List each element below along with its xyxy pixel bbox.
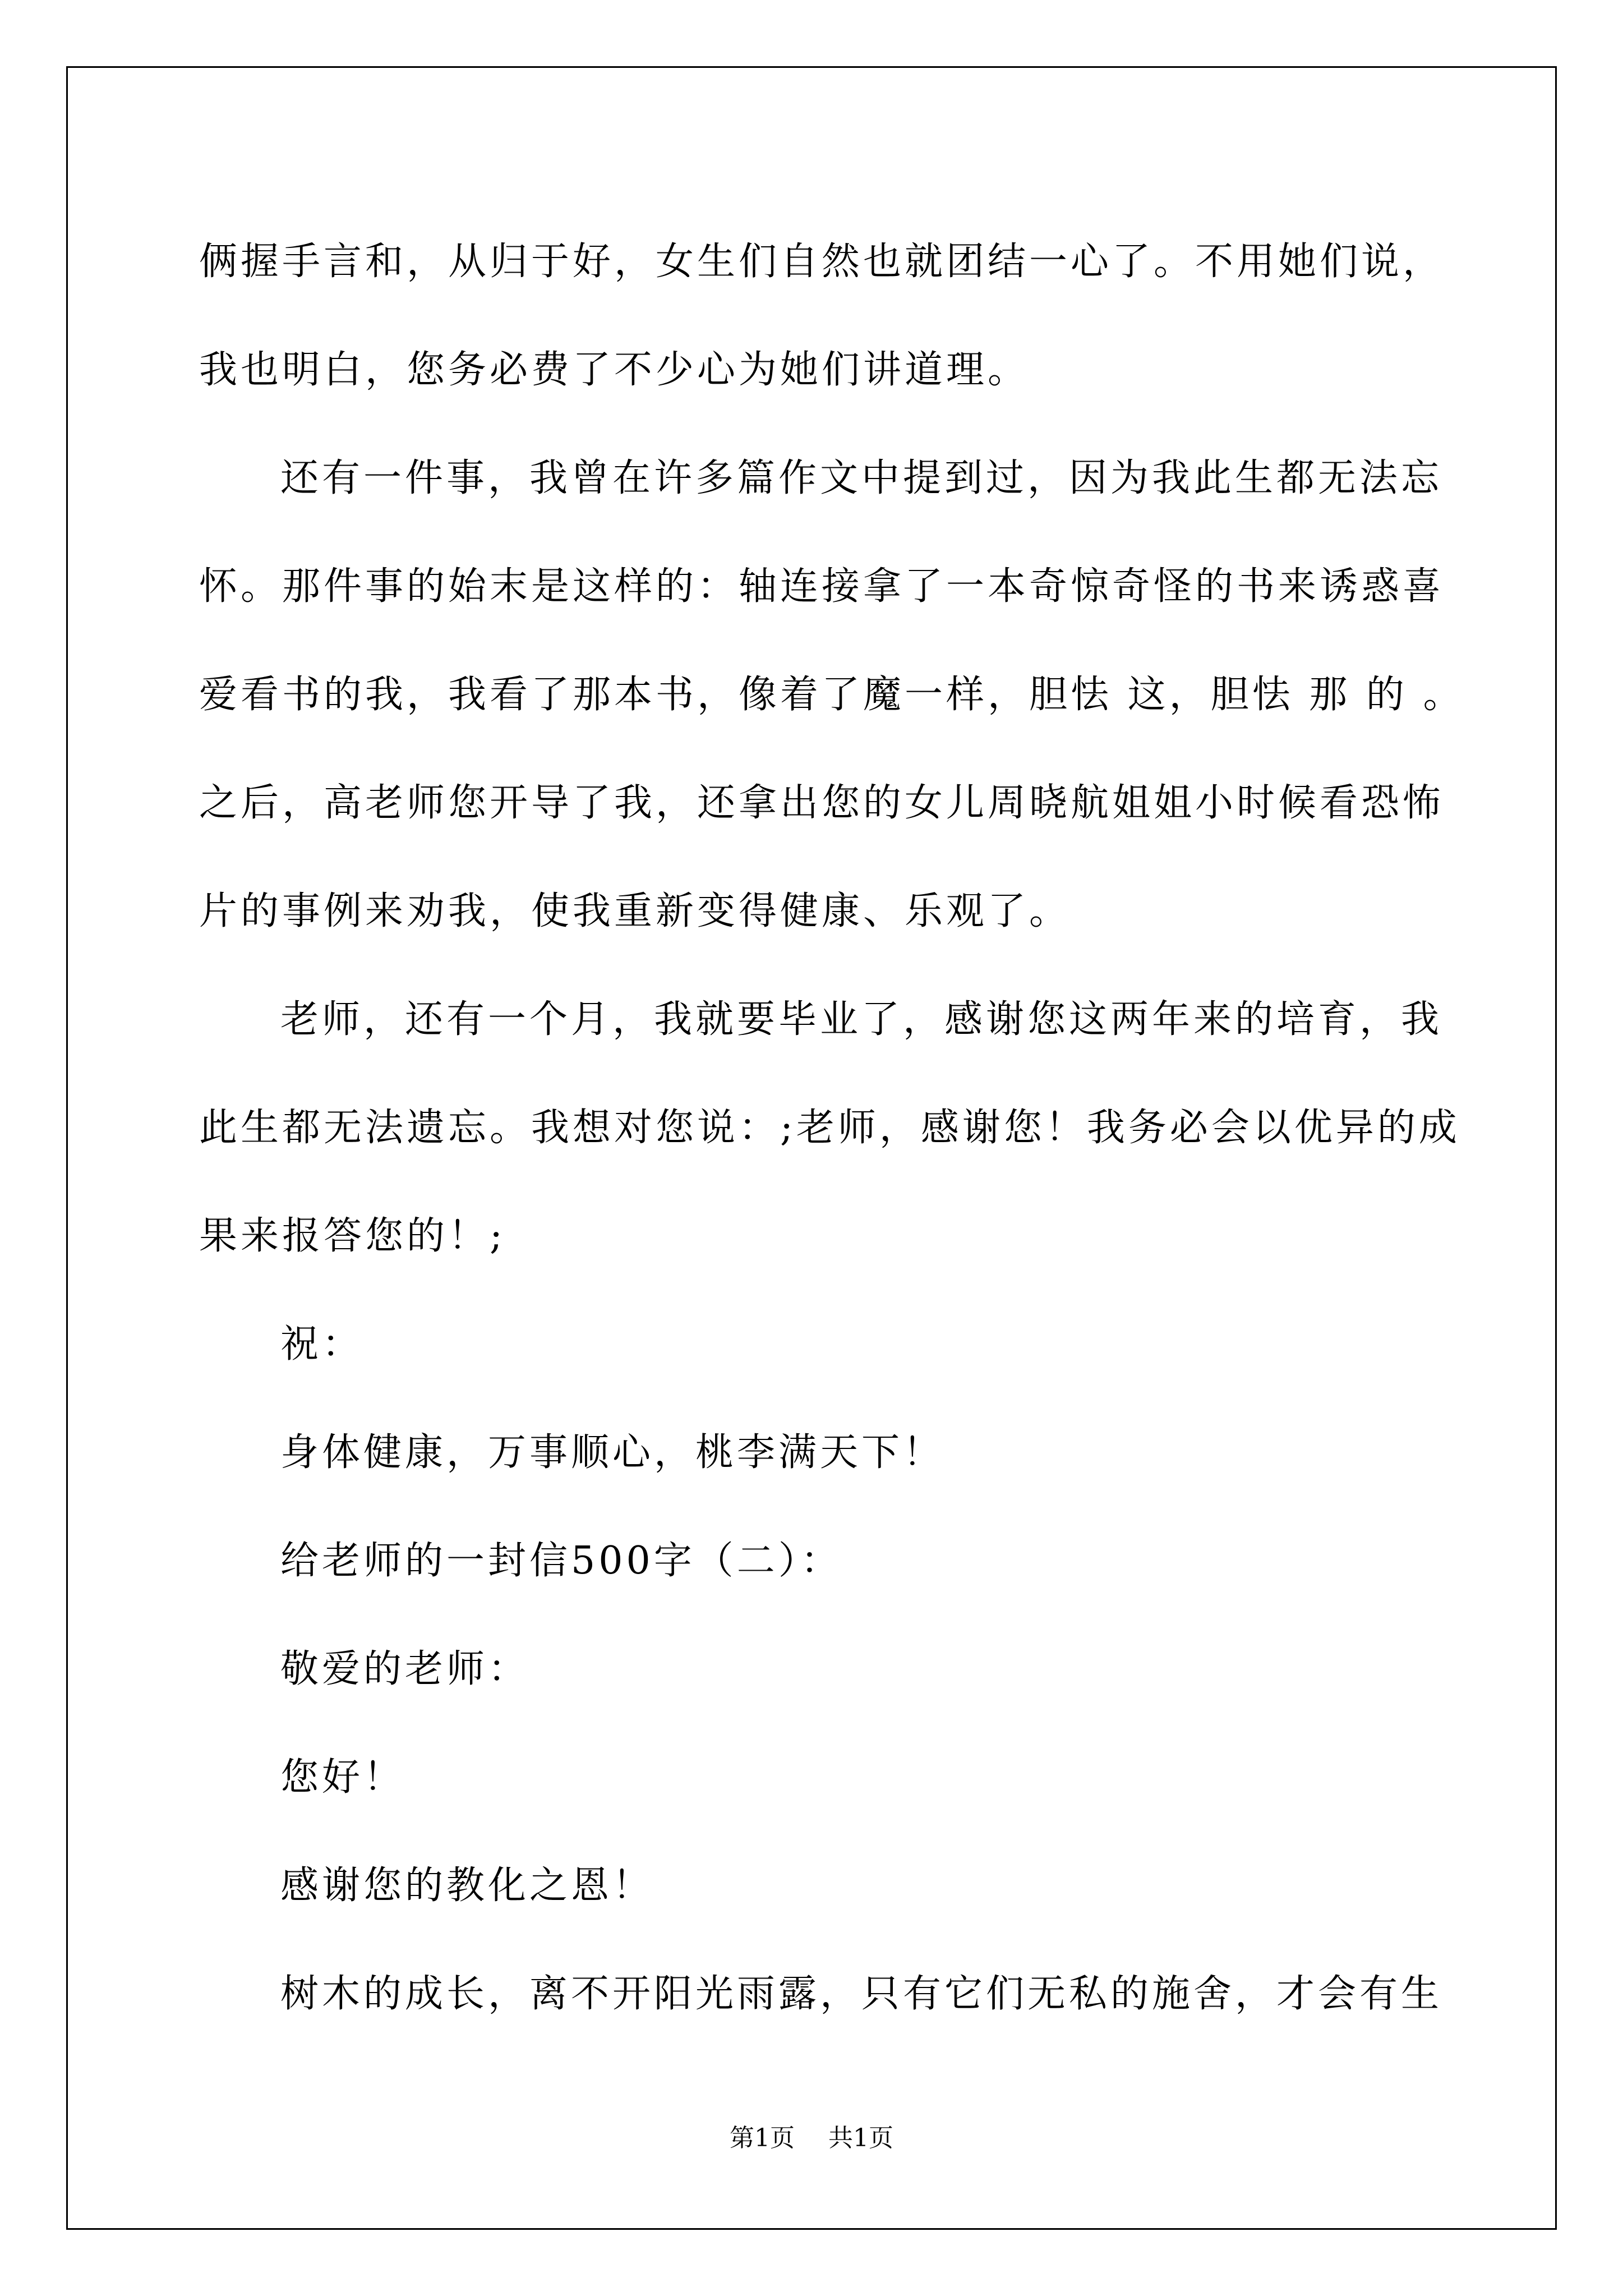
text-line: 怀。那件事的始末是这样的：轴连接拿了一本奇惊奇怪的书来诱惑喜 [199,564,1445,609]
text-line: 爱看书的我，我看了那本书，像着了魔一样，胆怯 这，胆怯 那 的 。 [199,673,1465,717]
salutation-wish: 祝： [280,1322,364,1366]
text-line: 果来报答您的！; [199,1214,506,1258]
letter-body [199,208,1465,2048]
text-line: 感谢您的教化之恩！ [280,1864,654,1908]
text-line: 还有一件事，我曾在许多篇作文中提到过，因为我此生都无法忘 [280,456,1443,500]
text-line: 俩握手言和，从归于好，女生们自然也就团结一心了。不用她们说， [199,240,1445,284]
text-line: 片的事例来劝我，使我重新变得健康、乐观了。 [199,889,1071,933]
blessing-line: 身体健康，万事顺心，桃李满天下！ [280,1430,945,1475]
page-total: 共1页 [828,2124,893,2152]
greeting-line: 敬爱的老师： [280,1647,530,1691]
section-heading: 给老师的一封信500字（二）： [280,1539,842,1583]
page-footer [0,2122,1623,2155]
text-line: 此生都无法遗忘。我想对您说：;老师，感谢您！我务必会以优异的成 [199,1106,1460,1150]
text-line: 之后，高老师您开导了我，还拿出您的女儿周晓航姐姐小时候看恐怖 [199,781,1445,825]
text-line: 老师，还有一个月，我就要毕业了，感谢您这两年来的培育，我 [280,997,1443,1042]
page-number: 第1页 [730,2124,795,2152]
text-line: 我也明白，您务必费了不少心为她们讲道理。 [199,348,1030,392]
text-line: 树木的成长，离不开阳光雨露，只有它们无私的施舍，才会有生 [280,1972,1443,2016]
greeting-line: 您好！ [280,1755,405,1800]
